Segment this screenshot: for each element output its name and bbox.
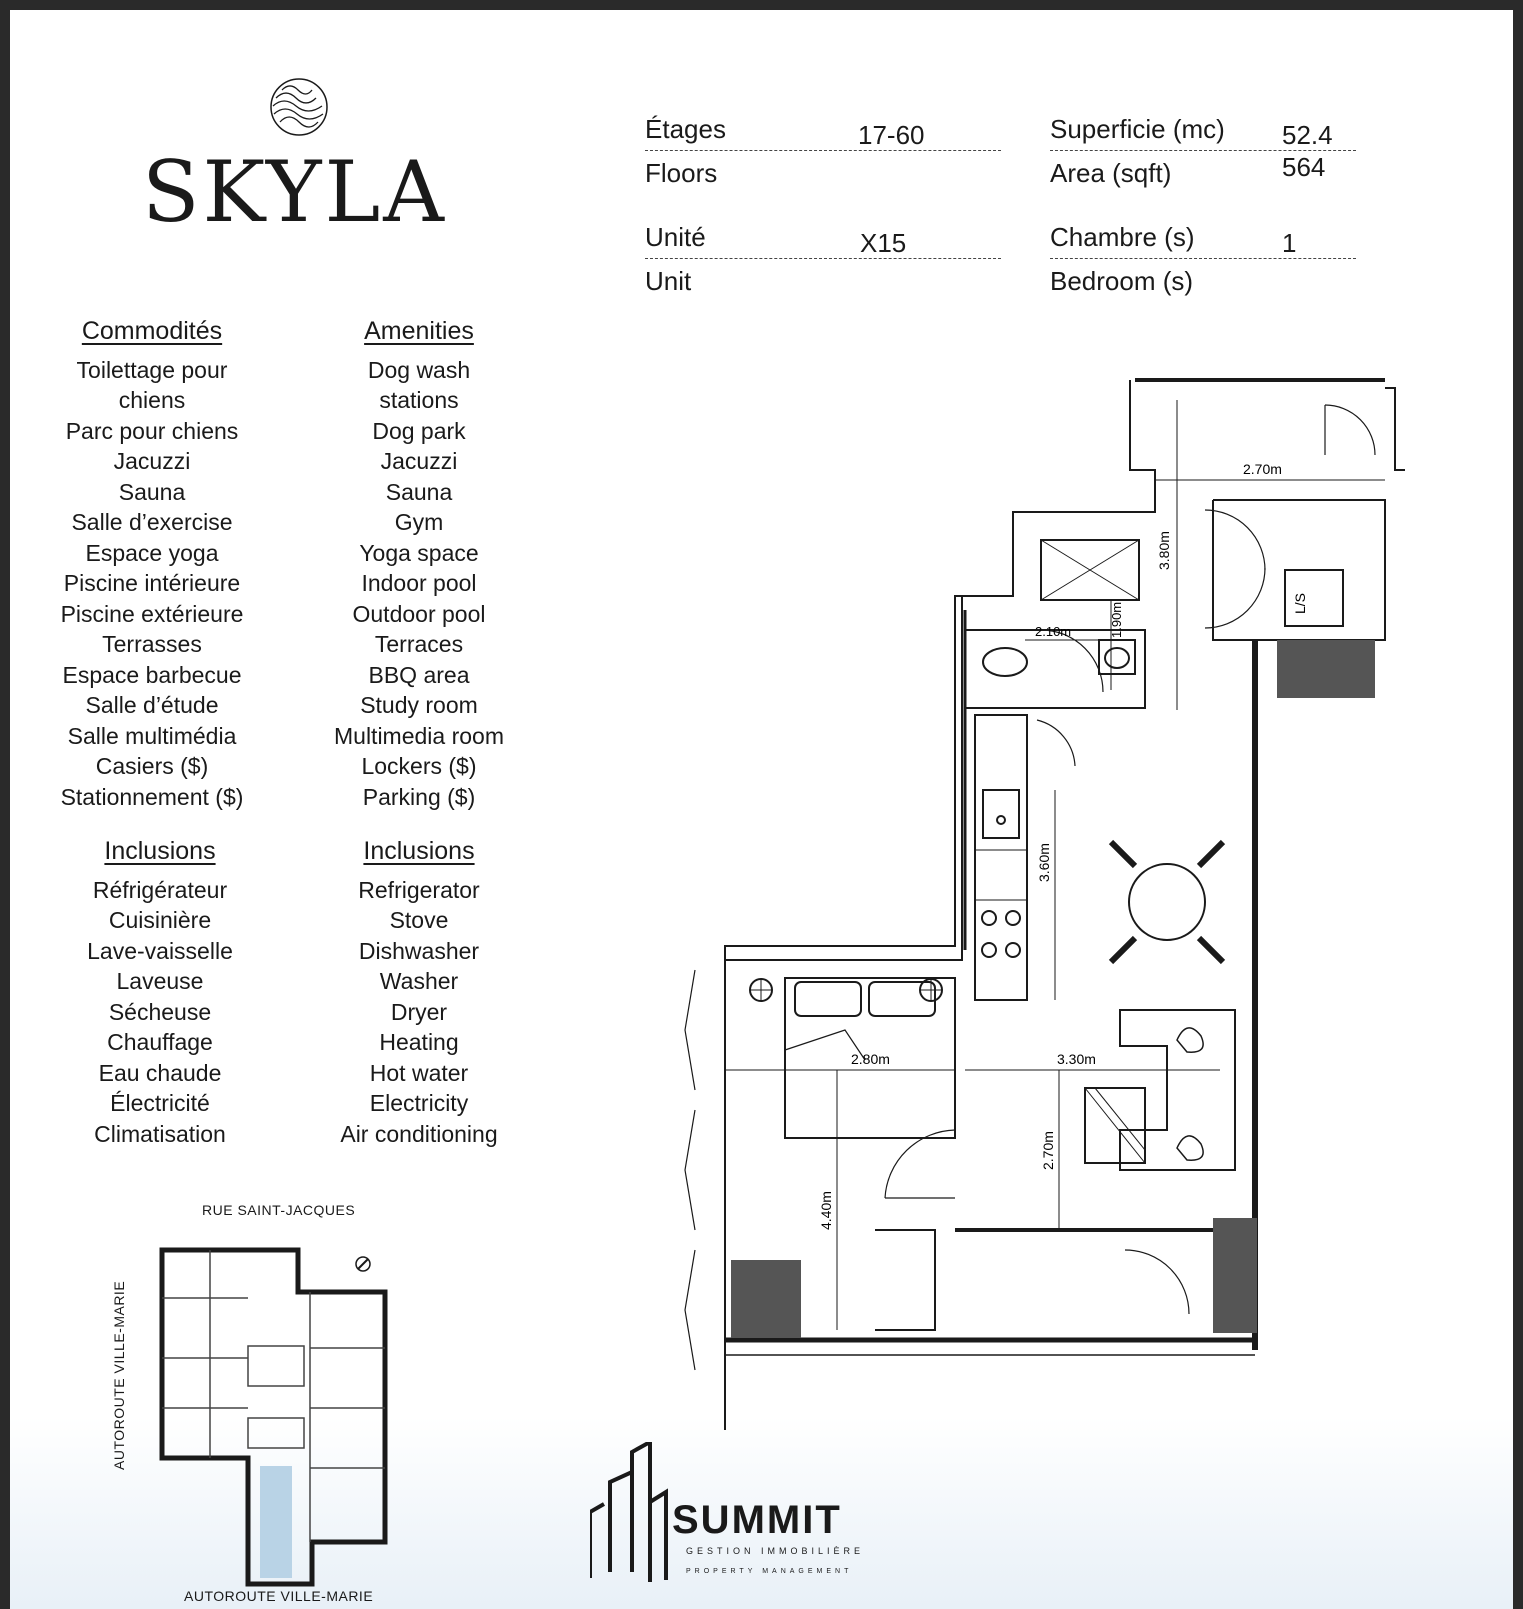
bedroom-label-en: Bedroom (s): [1050, 266, 1194, 296]
inclusions-fr: [50, 836, 270, 1149]
keyplan-west-street: AUTOROUTE VILLE-MARIE: [111, 1280, 127, 1470]
amenity-item-en: Dog wash: [367, 356, 471, 383]
amenity-item-en: Yoga space: [359, 539, 479, 566]
inclusion-item-en: Electricity: [369, 1090, 469, 1116]
amenity-item-fr: Salle multimédia: [67, 722, 237, 749]
area-rule: [1050, 150, 1356, 151]
amenity-item-fr: Salle d’étude: [85, 692, 219, 718]
unit-value: X15: [860, 228, 907, 258]
keyplan-north-street: RUE SAINT-JACQUES: [202, 1202, 356, 1218]
bedroom-label-fr: Chambre (s): [1050, 222, 1195, 252]
dim-entry-width: 2.70m: [1243, 461, 1282, 477]
inclusion-item-en: Stove: [389, 907, 449, 933]
amenity-item-en: Sauna: [385, 478, 453, 505]
unit-label-en: Unit: [645, 266, 692, 296]
keyplan-south-street: AUTOROUTE VILLE-MARIE: [184, 1588, 374, 1604]
amenity-item-en: Outdoor pool: [352, 600, 486, 627]
amenity-item-fr: Terrasses: [102, 631, 202, 657]
unit-rule: [645, 258, 1001, 259]
amenity-item-en: Lockers ($): [361, 753, 477, 779]
company-name: SUMMIT: [672, 1498, 842, 1542]
inclusion-item-en: Heating: [379, 1029, 459, 1055]
inclusions-fr-title: Inclusions: [104, 837, 216, 865]
dim-living-depth: 2.70m: [1040, 1131, 1056, 1170]
unit-floorplan: [665, 370, 1425, 1430]
inclusion-item-fr: Climatisation: [94, 1120, 226, 1147]
amenities-en-title: Amenities: [364, 317, 474, 345]
dim-bath-depth: 1.90m: [1109, 601, 1124, 638]
amenity-item-fr: Casiers ($): [95, 753, 209, 779]
inclusion-item-fr: Sécheuse: [108, 998, 212, 1025]
amenity-item-en: Study room: [360, 692, 478, 718]
amenity-item-fr: Espace yoga: [85, 539, 219, 566]
amenities-en: [308, 316, 530, 812]
dim-bedroom-depth: 4.40m: [818, 1191, 834, 1230]
floorplan-sheet: [10, 10, 1513, 1609]
amenity-item-en: Indoor pool: [361, 570, 477, 596]
inclusion-item-fr: Eau chaude: [98, 1059, 222, 1086]
inclusion-item-fr: Réfrigérateur: [92, 876, 228, 903]
amenities-fr: [42, 316, 262, 812]
dim-bath-width: 2.10m: [1035, 624, 1072, 639]
building-keyplan: [120, 1238, 410, 1598]
bedroom-rule: [1050, 258, 1356, 259]
amenity-item-fr: Jacuzzi: [113, 448, 191, 474]
inclusion-item-en: Dryer: [390, 998, 448, 1025]
area-sqft-label: Area (sqft): [1050, 158, 1172, 188]
inclusion-item-fr: Laveuse: [116, 968, 204, 994]
amenity-item-en: Terraces: [374, 631, 464, 657]
unit-label-fr: Unité: [645, 222, 706, 252]
amenity-item-en: BBQ area: [368, 661, 470, 688]
inclusion-item-fr: Lave-vaisselle: [87, 937, 233, 964]
dim-entry-depth: 3.80m: [1156, 531, 1172, 570]
area-sqft-value: 564: [1282, 152, 1326, 182]
inclusion-item-fr: Chauffage: [107, 1029, 213, 1055]
floors-label-fr: Étages: [645, 114, 726, 144]
amenity-item-fr: chiens: [118, 387, 186, 413]
inclusion-item-fr: Cuisinière: [108, 907, 212, 933]
amenity-item-en: Multimedia room: [334, 722, 504, 749]
amenity-item-fr: Parc pour chiens: [65, 417, 239, 444]
amenity-item-fr: Piscine intérieure: [63, 570, 241, 596]
amenity-item-fr: Piscine extérieure: [60, 600, 244, 627]
company-sub-en: PROPERTY MANAGEMENT: [686, 1568, 853, 1575]
dim-living-width: 3.30m: [1057, 1051, 1096, 1067]
company-sub-fr: GESTION IMMOBILIÈRE: [686, 1546, 865, 1556]
dim-kitchen-length: 3.60m: [1036, 843, 1052, 882]
amenity-item-en: Jacuzzi: [380, 448, 458, 474]
amenities-fr-title: Commodités: [81, 317, 223, 345]
linen-storage-label: L/S: [1292, 592, 1308, 614]
inclusions-en: [308, 836, 530, 1149]
amenity-item-en: stations: [379, 387, 459, 413]
amenity-item-en: Gym: [394, 509, 444, 535]
inclusion-item-fr: Électricité: [110, 1090, 210, 1116]
amenity-item-fr: Toilettage pour: [76, 356, 228, 383]
floors-value: 17-60: [858, 120, 925, 150]
floors-label-en: Floors: [645, 158, 718, 188]
brand-name: SKYLA: [142, 143, 447, 241]
inclusion-item-en: Air conditioning: [340, 1120, 498, 1147]
amenity-item-fr: Espace barbecue: [62, 661, 242, 688]
inclusion-item-en: Refrigerator: [358, 876, 480, 903]
amenity-item-fr: Sauna: [118, 478, 186, 505]
area-mc-label: Superficie (mc): [1050, 114, 1225, 144]
inclusion-item-en: Washer: [379, 968, 459, 994]
inclusion-item-en: Dishwasher: [358, 937, 480, 964]
amenity-item-en: Parking ($): [362, 783, 476, 810]
inclusions-en-title: Inclusions: [363, 837, 475, 865]
inclusion-item-en: Hot water: [369, 1059, 469, 1086]
amenity-item-fr: Stationnement ($): [60, 783, 244, 810]
amenity-item-fr: Salle d’exercise: [71, 509, 233, 535]
amenity-item-en: Dog park: [372, 417, 466, 444]
swirl-logo-icon: [268, 76, 330, 138]
dim-bedroom-width: 2.80m: [851, 1051, 890, 1067]
floors-rule: [645, 150, 1001, 151]
area-mc-value: 52.4: [1282, 120, 1333, 150]
bedroom-value: 1: [1282, 228, 1297, 258]
